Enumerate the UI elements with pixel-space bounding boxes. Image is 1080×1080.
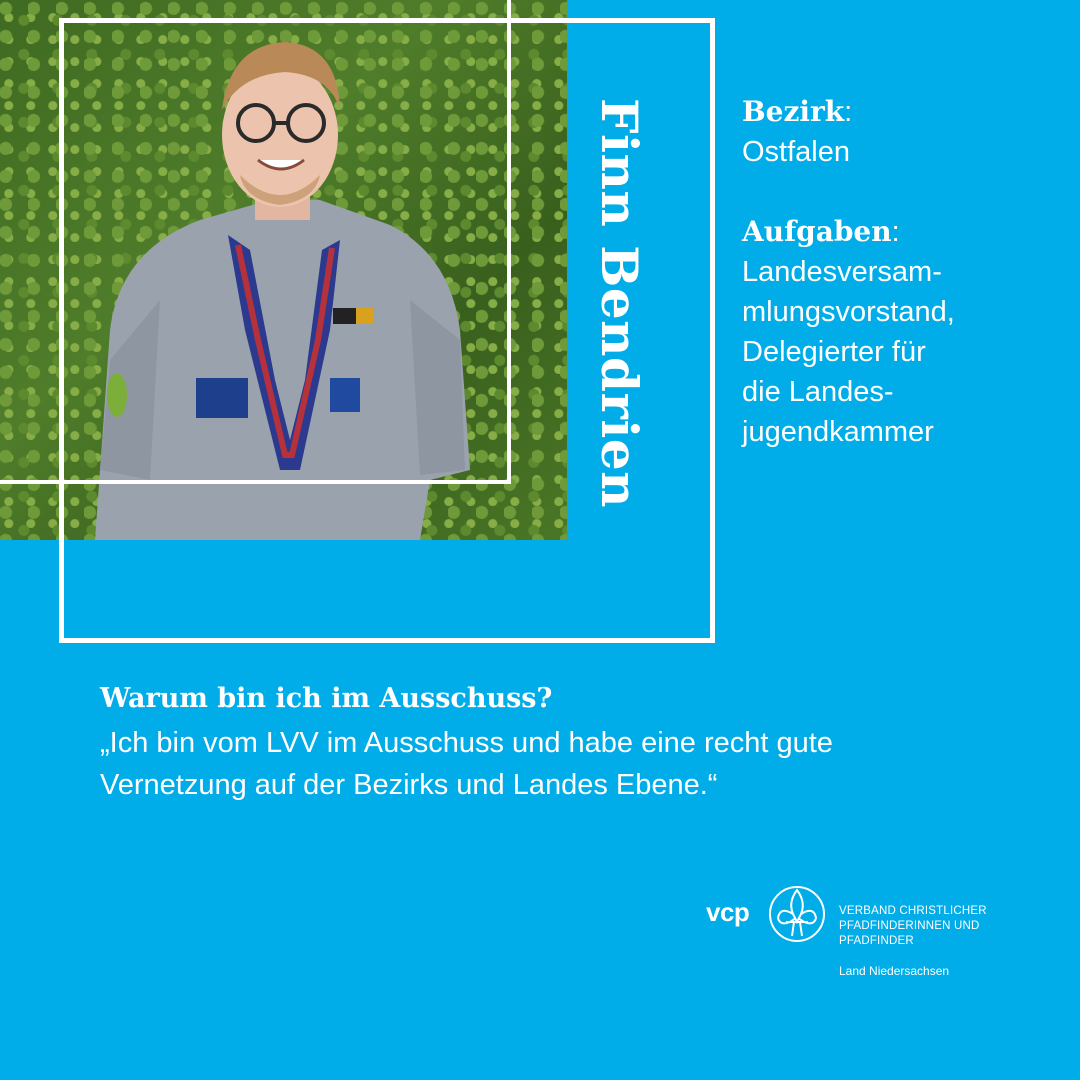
org-line: VERBAND CHRISTLICHER <box>839 905 987 917</box>
question-heading: Warum bin ich im Ausschuss? <box>100 683 553 714</box>
aufgaben-line: Delegierter für <box>742 336 926 368</box>
logo-abbreviation: vcp <box>706 897 750 927</box>
aufgaben-row: Aufgaben: <box>742 215 900 248</box>
aufgaben-line: Landesversam- <box>742 256 942 288</box>
vcp-logo <box>706 884 1006 994</box>
bezirk-value: Ostfalen <box>742 136 850 168</box>
aufgaben-line: jugendkammer <box>742 416 934 448</box>
person-name: Finn Bendrien <box>590 98 649 508</box>
quote-line: Vernetzung auf der Bezirks und Landes Ebene.“ <box>100 769 718 801</box>
aufgaben-label: Aufgaben <box>742 215 892 248</box>
quote-line: „Ich bin vom LVV im Ausschuss und habe eine recht gute <box>100 727 833 759</box>
org-line: PFADFINDER <box>839 935 914 947</box>
bezirk-label: Bezirk <box>742 95 845 128</box>
org-line: PFADFINDERINNEN UND <box>839 920 980 932</box>
quote-text <box>100 722 980 806</box>
fleur-de-lis-icon <box>766 884 828 944</box>
aufgaben-line: mlungsvorstand, <box>742 296 955 328</box>
region-name: Land Niedersachsen <box>839 964 950 978</box>
organization-name <box>839 904 987 949</box>
bezirk-row: Bezirk: <box>742 95 853 128</box>
aufgaben-line: die Landes- <box>742 376 894 408</box>
info-block <box>742 92 1042 452</box>
